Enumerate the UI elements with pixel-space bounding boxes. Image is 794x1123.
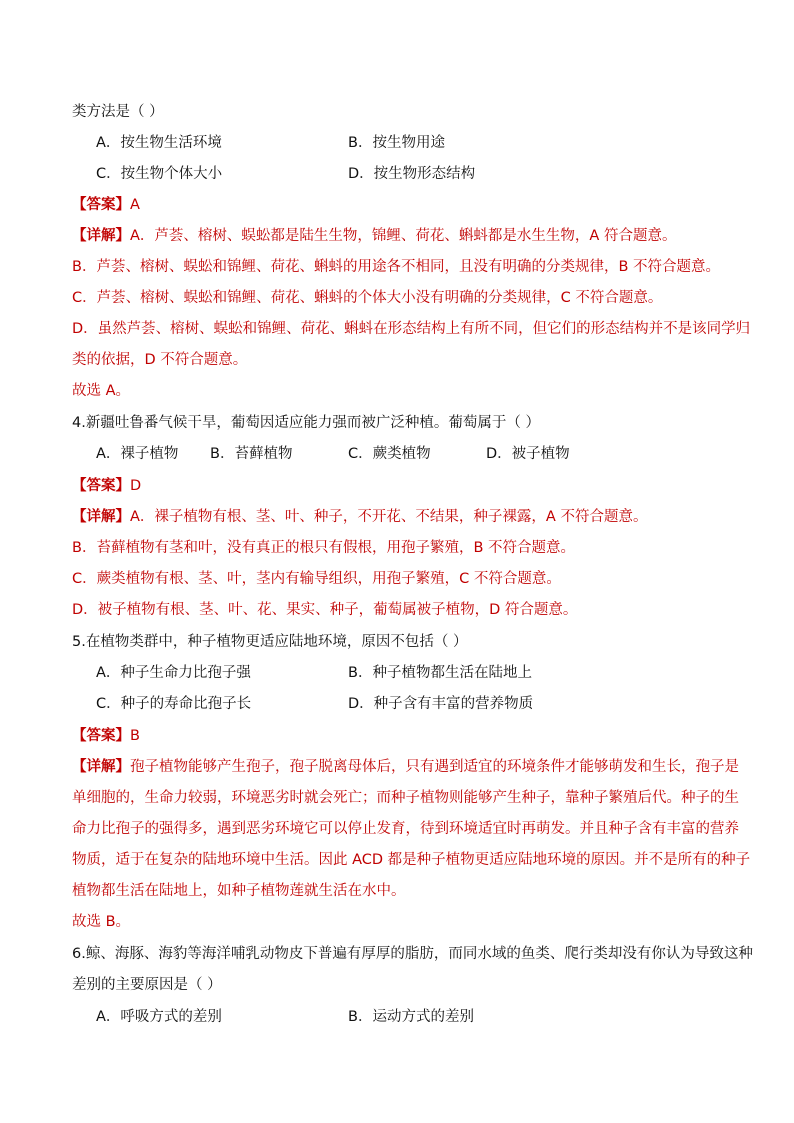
q5-detail-line-1 [72, 757, 739, 777]
q4-answer-value: D [130, 478, 142, 494]
q4-detail-line-4: D．被子植物有根、茎、叶、花、果实、种子，葡萄属被子植物，D 符合题意。 [72, 602, 578, 618]
q3-answer-value: A [130, 197, 140, 213]
q5-answer-value: B [130, 728, 140, 744]
q5-detail-text-1: 孢子植物能够产生孢子，孢子脱离母体后，只有遇到适宜的环境条件才能够萌发和生长，孢子是 [130, 759, 739, 775]
q3-detail-text-1: A．芦荟、榕树、蜈蚣都是陆生生物，锦鲤、荷花、蝌蚪都是水生生物，A 符合题意。 [130, 228, 677, 244]
q6-option-a: A．呼吸方式的差别 [96, 1009, 222, 1025]
question-6-stem-line-1: 6.鲸、海豚、海豹等海洋哺乳动物皮下普遍有厚厚的脂肪，而同水域的鱼类、爬行类却没有你认为导致这种 [72, 946, 753, 962]
q3-option-a: A．按生物生活环境 [96, 135, 222, 151]
q6-option-b: B．运动方式的差别 [348, 1009, 474, 1025]
answer-tag: 【答案】 [72, 478, 130, 494]
detail-tag: 【详解】 [72, 759, 130, 775]
detail-tag: 【详解】 [72, 228, 130, 244]
q5-option-b: B．种子植物都生活在陆地上 [348, 665, 532, 681]
question-5-stem: 5.在植物类群中，种子植物更适应陆地环境，原因不包括（ ） [72, 634, 468, 650]
q5-option-d: D．种子含有丰富的营养物质 [348, 696, 534, 712]
q3-option-d: D．按生物形态结构 [348, 166, 476, 182]
detail-tag: 【详解】 [72, 509, 130, 525]
q5-option-a: A．种子生命力比孢子强 [96, 665, 251, 681]
q5-conclusion: 故选 B。 [72, 914, 131, 930]
q5-detail-line-2: 单细胞的，生命力较弱，环境恶劣时就会死亡；而种子植物则能够产生种子，靠种子繁殖后代。种子的生 [72, 790, 739, 806]
question-4-stem: 4.新疆吐鲁番气候干旱，葡萄因适应能力强而被广泛种植。葡萄属于（ ） [72, 415, 540, 431]
question-6-stem-line-2: 差别的主要原因是（ ） [72, 977, 222, 993]
q4-detail-line-1 [72, 507, 732, 527]
q4-option-b: B．苔藓植物 [210, 446, 293, 462]
q3-option-c: C．按生物个体大小 [96, 166, 223, 182]
q3-conclusion: 故选 A。 [72, 383, 131, 399]
q3-detail-line-1 [72, 226, 732, 246]
answer-tag: 【答案】 [72, 197, 130, 213]
q3-detail-line-4b: 类的依据，D 不符合题意。 [72, 352, 248, 368]
q4-detail-line-3: C．蕨类植物有根、茎、叶，茎内有输导组织，用孢子繁殖，C 不符合题意。 [72, 571, 561, 587]
q3-detail-line-3: C．芦荟、榕树、蜈蚣和锦鲤、荷花、蝌蚪的个体大小没有明确的分类规律，C 不符合题意。 [72, 290, 663, 306]
question-3-stem-tail: 类方法是（ ） [72, 104, 164, 120]
q3-option-b: B．按生物用途 [348, 135, 445, 151]
q4-answer-line [72, 476, 732, 496]
answer-tag: 【答案】 [72, 728, 130, 744]
q5-detail-line-3: 命力比孢子的强得多，遇到恶劣环境它可以停止发育，待到环境适宜时再萌发。并且种子含有丰富的营养 [72, 821, 739, 837]
q3-answer-line [72, 195, 732, 215]
q3-detail-line-4a: D．虽然芦荟、榕树、蜈蚣和锦鲤、荷花、蝌蚪在形态结构上有所不同，但它们的形态结构并不是该同学归 [72, 321, 751, 337]
q4-option-a: A．裸子植物 [96, 446, 179, 462]
q5-option-c: C．种子的寿命比孢子长 [96, 696, 252, 712]
q4-option-c: C．蕨类植物 [348, 446, 431, 462]
q4-detail-text-1: A．裸子植物有根、茎、叶、种子，不开花、不结果，种子裸露，A 不符合题意。 [130, 509, 648, 525]
q5-detail-line-5: 植物都生活在陆地上，如种子植物莲就生活在水中。 [72, 883, 406, 899]
q4-option-d: D．被子植物 [486, 446, 570, 462]
q5-detail-line-4: 物质，适于在复杂的陆地环境中生活。因此 ACD 都是种子植物更适应陆地环境的原因。并不是所有的种子 [72, 852, 751, 868]
q4-detail-line-2: B．苔藓植物有茎和叶，没有真正的根只有假根，用孢子繁殖，B 不符合题意。 [72, 540, 576, 556]
q3-detail-line-2: B．芦荟、榕树、蜈蚣和锦鲤、荷花、蝌蚪的用途各不相同，且没有明确的分类规律，B 不符合题意。 [72, 259, 721, 275]
q5-answer-line [72, 726, 732, 746]
